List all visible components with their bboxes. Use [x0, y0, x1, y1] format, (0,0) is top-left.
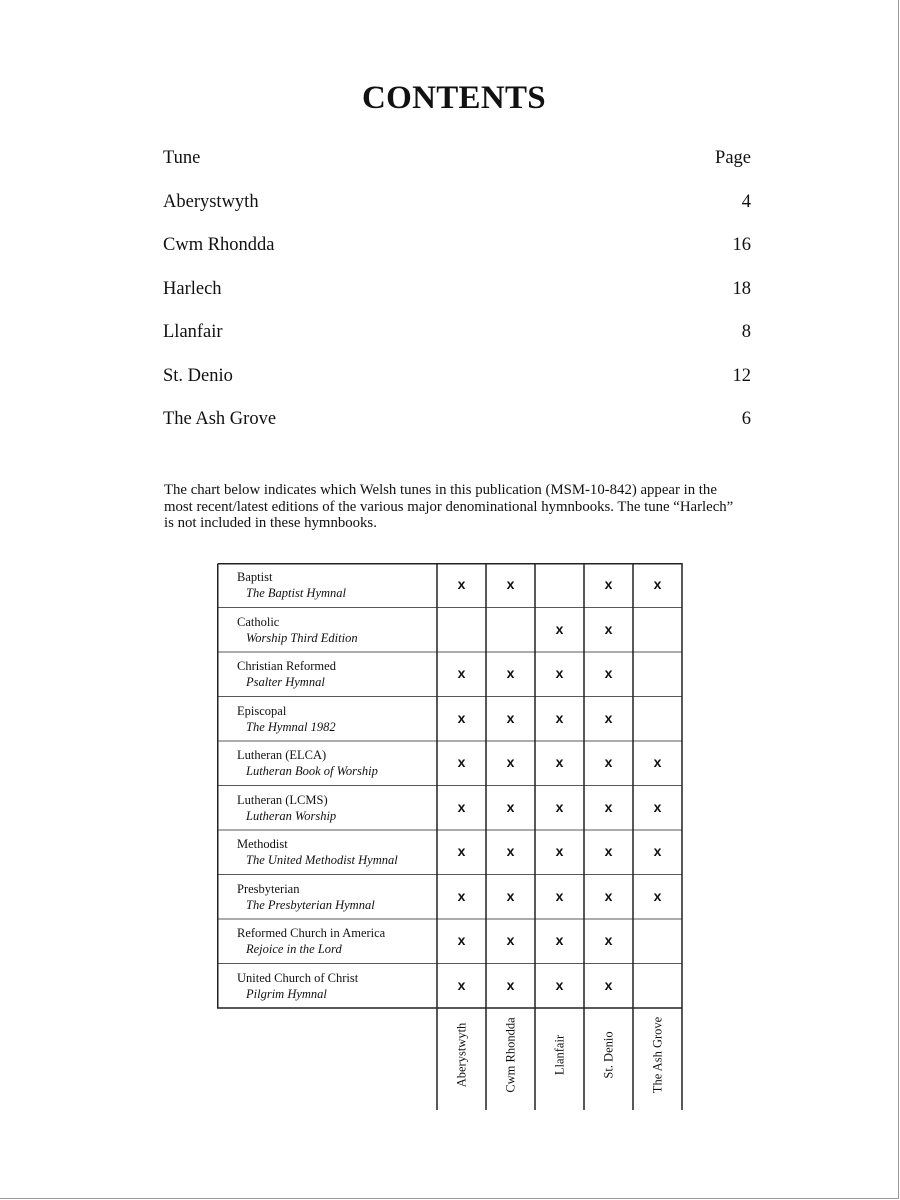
- denomination-name: Presbyterian: [237, 881, 300, 896]
- hymnal-title: Rejoice in the Lord: [246, 942, 342, 956]
- inclusion-mark: x: [653, 887, 662, 904]
- inclusion-mark: x: [506, 843, 515, 859]
- inclusion-mark: x: [604, 798, 613, 815]
- denomination-name: Methodist: [237, 837, 288, 851]
- inclusion-mark: x: [555, 665, 564, 681]
- denomination-label: [237, 703, 336, 735]
- contents-entry: [163, 189, 751, 233]
- denomination-name: Lutheran (LCMS): [237, 792, 328, 807]
- inclusion-mark: x: [506, 754, 515, 770]
- inclusion-mark: x: [506, 798, 515, 815]
- inclusion-mark: x: [604, 620, 613, 637]
- hymnal-title: The Hymnal 1982: [246, 719, 336, 734]
- inclusion-mark: x: [457, 576, 466, 592]
- tune-column-label: Llanfair: [552, 1034, 566, 1076]
- hymnal-title: Lutheran Book of Worship: [246, 764, 378, 778]
- inclusion-mark: x: [457, 665, 466, 681]
- inclusion-mark: x: [506, 976, 515, 993]
- inclusion-mark: x: [653, 754, 662, 770]
- denomination-label: [237, 614, 358, 646]
- contents-entry: [163, 363, 751, 407]
- inclusion-mark: x: [604, 754, 613, 770]
- inclusion-mark: x: [604, 843, 613, 859]
- denomination-name: Episcopal: [237, 703, 287, 718]
- tune-column-label: Aberystwyth: [454, 1022, 468, 1088]
- tune-column-header: Tune: [163, 148, 201, 168]
- denomination-name: Christian Reformed: [237, 659, 336, 673]
- inclusion-mark: x: [457, 798, 466, 815]
- tune-name: Aberystwyth: [163, 191, 259, 212]
- denomination-label: [237, 569, 346, 601]
- inclusion-mark: x: [604, 887, 613, 904]
- inclusion-mark: x: [555, 843, 564, 859]
- page-column-header: Page: [715, 148, 751, 168]
- hymnal-title: The Presbyterian Hymnal: [246, 897, 375, 912]
- hymnal-title: Pilgrim Hymnal: [246, 986, 327, 1001]
- page-number: 12: [732, 365, 751, 386]
- inclusion-mark: x: [653, 576, 662, 592]
- contents-entry: [163, 319, 751, 363]
- inclusion-mark: x: [555, 754, 564, 770]
- hymnal-title: The Baptist Hymnal: [246, 586, 346, 600]
- inclusion-mark: x: [457, 887, 466, 904]
- denomination-label: [237, 881, 375, 913]
- denomination-name: United Church of Christ: [237, 970, 359, 985]
- denomination-name: Reformed Church in America: [237, 926, 386, 940]
- contents-list: [163, 145, 751, 450]
- hymnbook-chart: [217, 563, 683, 1110]
- inclusion-mark: x: [555, 620, 564, 637]
- inclusion-mark: x: [506, 709, 515, 726]
- denomination-name: Baptist: [237, 570, 273, 584]
- page-title: CONTENTS: [362, 80, 546, 116]
- tune-name: Cwm Rhondda: [163, 235, 275, 255]
- inclusion-mark: x: [604, 932, 613, 948]
- tune-column-label: Cwm Rhondda: [503, 1017, 517, 1093]
- inclusion-mark: x: [506, 665, 515, 681]
- denomination-label: [237, 792, 336, 824]
- inclusion-mark: x: [555, 887, 564, 904]
- inclusion-mark: x: [457, 754, 466, 770]
- denomination-label: [237, 747, 378, 779]
- inclusion-mark: x: [555, 932, 564, 948]
- denomination-label: [237, 836, 398, 868]
- inclusion-mark: x: [506, 932, 515, 948]
- page-number: 8: [741, 322, 751, 342]
- inclusion-mark: x: [653, 843, 662, 859]
- contents-entry: [163, 406, 751, 450]
- denomination-label: [237, 970, 358, 1002]
- hymnal-title: Psalter Hymnal: [246, 675, 325, 689]
- denomination-name: Catholic: [237, 614, 280, 629]
- tune-name: St. Denio: [163, 365, 233, 386]
- page-number: 16: [732, 235, 751, 255]
- tune-name: Harlech: [163, 278, 222, 299]
- inclusion-mark: x: [555, 798, 564, 815]
- inclusion-mark: x: [604, 576, 613, 592]
- hymnal-title: The United Methodist Hymnal: [246, 853, 398, 867]
- inclusion-mark: x: [555, 709, 564, 726]
- inclusion-mark: x: [604, 665, 613, 681]
- tune-name: Llanfair: [163, 322, 223, 342]
- tune-column-label: St. Denio: [601, 1031, 615, 1079]
- tune-column-label: The Ash Grove: [650, 1016, 664, 1094]
- denomination-name: Lutheran (ELCA): [237, 748, 327, 762]
- tune-name: The Ash Grove: [163, 409, 277, 429]
- inclusion-mark: x: [555, 976, 564, 993]
- inclusion-mark: x: [457, 976, 466, 993]
- page-number: 18: [732, 278, 751, 299]
- inclusion-mark: x: [457, 709, 466, 726]
- contents-entry: [163, 232, 751, 276]
- page-number: 6: [741, 409, 751, 429]
- page-number: 4: [741, 191, 751, 212]
- inclusion-mark: x: [506, 887, 515, 904]
- inclusion-mark: x: [604, 709, 613, 726]
- inclusion-mark: x: [506, 576, 515, 592]
- hymnal-title: Lutheran Worship: [246, 808, 337, 823]
- inclusion-mark: x: [604, 976, 613, 993]
- inclusion-mark: x: [457, 932, 466, 948]
- inclusion-mark: x: [457, 843, 466, 859]
- chart-description: The chart below indicates which Welsh tunes in this publication (MSM-10-842) appear in the most recent/latest editions of the various major denominational hymnbooks. The tune “Harlech” is not included in these hymnbooks.: [164, 482, 734, 531]
- denomination-label: [237, 658, 336, 690]
- hymnal-title: Worship Third Edition: [246, 630, 358, 645]
- inclusion-mark: x: [653, 798, 662, 815]
- contents-header-row: [163, 145, 751, 189]
- contents-entry: [163, 276, 751, 320]
- denomination-label: [237, 925, 385, 957]
